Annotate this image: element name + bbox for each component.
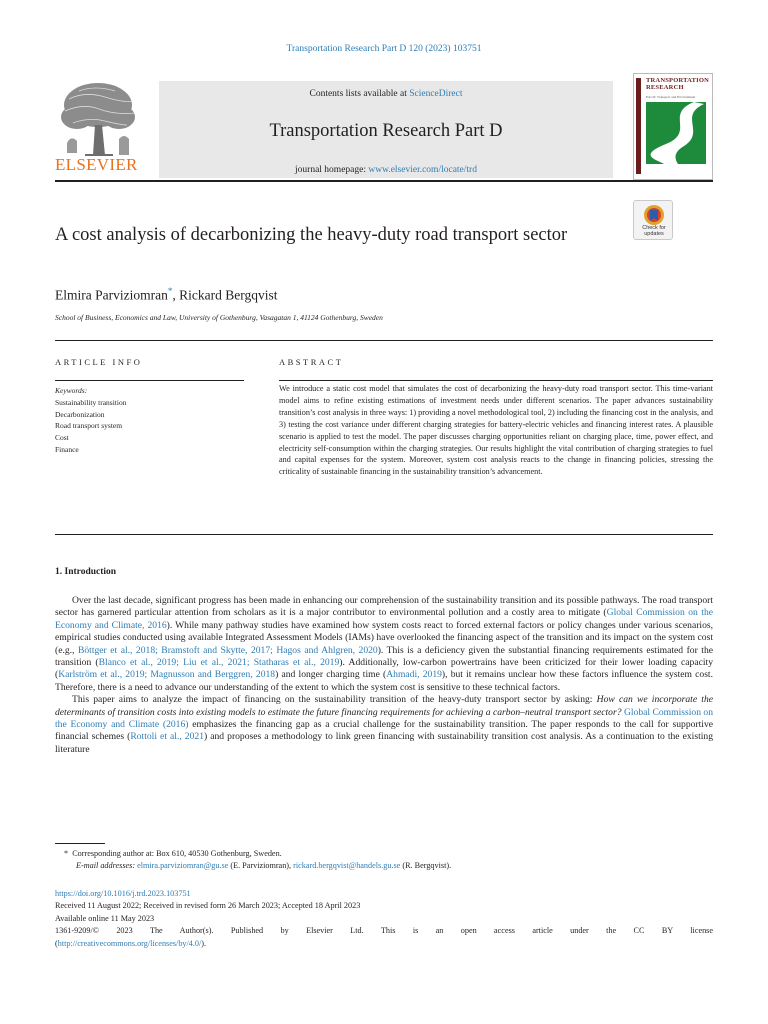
corresponding-footnote: [64, 848, 714, 860]
check-for-updates-button[interactable]: [633, 200, 673, 240]
article-title: A cost analysis of decarbonizing the heavy-duty road transport sector: [55, 225, 568, 245]
article-metadata: [55, 888, 713, 950]
available-online: Available online 11 May 2023: [55, 913, 155, 923]
homepage-link[interactable]: www.elsevier.com/locate/trd: [368, 165, 477, 175]
research-question: How can we incorporate the determinants of transition costs into existing models to estimate the future financing requirements for achieving a carbon–neutral transport sector?: [55, 694, 714, 718]
journal-banner: [159, 81, 613, 178]
license-suffix: ).: [201, 938, 207, 948]
citation-link[interactable]: Global Commission on the Economy and Climate (2016): [55, 706, 714, 731]
section-heading-introduction: 1. Introduction: [55, 567, 117, 577]
body-text: emphasizes the financing gap as a crucial challenge for the sustainability transition. The paper responds to the call for supportive financial schemes (: [55, 719, 713, 743]
journal-reference[interactable]: Transportation Research Part D 120 (2023) 103751: [286, 44, 482, 54]
body-text: ) and longer charging time (: [275, 669, 387, 681]
publisher-wordmark[interactable]: ELSEVIER: [55, 155, 138, 174]
footnotes: [64, 848, 714, 872]
abstract-heading: ABSTRACT: [279, 357, 344, 367]
email-link[interactable]: elmira.parviziomran@gu.se: [137, 861, 229, 870]
body-text: ). Additionally, low-carbon powertrains have been criticized for their lower loading capacity (: [55, 657, 713, 681]
citation-link[interactable]: Global Commission on the Economy and Climate, 2016: [55, 607, 713, 631]
paragraph: [55, 595, 713, 694]
divider: [55, 380, 244, 381]
body-text: ) and proposes a methodology to link green financing with sustainability transition cost analysis. As a continuation to the existing literature: [55, 731, 713, 755]
keyword: Sustainability transition: [55, 397, 127, 407]
author-name[interactable]: Elmira Parviziomran: [55, 287, 168, 303]
citation-link[interactable]: Ahmadi, 2019: [386, 669, 442, 681]
paragraph: [55, 694, 713, 756]
abstract-text: We introduce a static cost model that simulates the cost of decarbonizing the heavy-duty road transport sector. This time-variant model aims to refine existing estimations of investment needs under different scenarios. The paper advances sustainability transition’s cost analysis in three ways: 1) providing a novel methodological tool, 2) including the financing cost in the analysis, and 3) testing the cost variance under different charging strategies for battery-electric vehicles and financing interest rates. A plausible scenario is applied to test the model. The paper discusses charging opportunities reliant on charging place, time, power effect, and electricity self-consumption within the charging strategies. Our results highlight the vital contribution of charging strategies to fuel and capital expenses for the system. Moreover, system cost analysis reacts to the change in financing policies, stressing the criticality of sustainable financing in the sustainability transition’s advancement.: [279, 384, 713, 477]
keyword: Finance: [55, 444, 79, 454]
cover-title: TRANSPORTATION RESEARCH: [646, 77, 710, 91]
check-updates-line1: Check for: [642, 225, 666, 231]
homepage-prefix: journal homepage:: [295, 165, 369, 175]
license-link-line: (http://creativecommons.org/licenses/by/4.0/).: [55, 938, 207, 948]
email-link[interactable]: rickard.bergqvist@handels.gu.se: [293, 861, 401, 870]
masthead: [55, 73, 713, 182]
check-updates-label: [634, 225, 674, 237]
divider: [55, 534, 713, 535]
keyword: Road transport system: [55, 421, 123, 431]
received-dates: Received 11 August 2022; Received in revised form 26 March 2023; Accepted 18 April 2023: [55, 901, 361, 911]
citation-link[interactable]: Rottoli et al., 2021: [130, 731, 204, 743]
introduction-body: [55, 595, 713, 756]
citation-link[interactable]: Böttger et al., 2018; Bramstoft and Skytte, 2017; Hagos and Ahlgren, 2020: [77, 644, 378, 656]
journal-cover[interactable]: [633, 73, 713, 180]
body-text: Over the last decade, significant progress has been made in enhancing our comprehension of the sustainability transition and its possible pathways. The road transport sector has garnered particular attention from scholars as it is a major contributor to environmental pollution and a costly area to mitigate (: [55, 595, 713, 619]
footnote-divider: [55, 843, 105, 844]
check-updates-line2: updates: [644, 231, 664, 237]
body-text: ). This is a deficiency given the substantial financing requirements estimated for the transition (: [55, 644, 714, 669]
body-text: ). While many pathway studies have examined how system costs react to forced external factors or policy changes under various scenarios, empirical studies conducted using available Integrated Assessment Models (IAMs) have overlooked the financing aspect of the transition and its impact on the system cost (e.g.,: [55, 619, 713, 656]
author-separator: ,: [172, 287, 180, 303]
divider: [279, 380, 713, 381]
affiliation: School of Business, Economics and Law, University of Gothenburg, Vasagatan 1, 41124 Gothenburg, Sweden: [55, 313, 383, 322]
contents-prefix: Contents lists available at: [309, 89, 410, 99]
email-owner: (E. Parviziomran),: [228, 861, 294, 870]
license-statement: [55, 925, 713, 937]
keywords-block: [55, 385, 126, 456]
author-name[interactable]: Rickard Bergqvist: [179, 287, 278, 303]
corresponding-author-mark[interactable]: *: [167, 286, 173, 296]
homepage-line: [159, 165, 613, 175]
divider: [55, 340, 713, 341]
journal-name: Transportation Research Part D: [269, 121, 503, 141]
footnote-text: Corresponding author at: Box 610, 40530 Gothenburg, Sweden.: [72, 849, 282, 858]
doi-link[interactable]: https://doi.org/10.1016/j.trd.2023.103751: [55, 889, 191, 898]
sciencedirect-link[interactable]: ScienceDirect: [409, 89, 463, 99]
license-link[interactable]: http://creativecommons.org/licenses/by/4.0/: [57, 938, 202, 948]
email-label: E-mail addresses:: [76, 861, 138, 870]
cover-subtitle: Part D: Transport and Environment: [646, 95, 696, 99]
footnote-mark: *: [64, 849, 69, 858]
body-text: This paper aims to analyze the impact of financing on the sustainability transition of the heavy-duty transport sector by asking:: [72, 694, 597, 706]
article-info-heading: ARTICLE INFO: [55, 357, 143, 367]
body-text: ), but it remains unclear how these factors influence the system cost. Therefore, there is a need to advance our understanding of the extent to which the system cost is sensitive to these technical factors.: [55, 669, 713, 693]
email-footnote: [64, 860, 714, 872]
citation-link[interactable]: Karlström et al., 2019; Magnusson and Berggren, 2018: [58, 669, 276, 681]
keyword: Decarbonization: [55, 409, 105, 419]
license-text: 1361-9209/© 2023 The Author(s). Published by Elsevier Ltd. This is an open access article under the CC BY license: [55, 926, 713, 936]
citation-link[interactable]: Blanco et al., 2019; Liu et al., 2021; Statharas et al., 2019: [98, 657, 340, 669]
keyword: Cost: [55, 433, 69, 443]
keywords-label: Keywords:: [55, 386, 88, 395]
journal-cover-road-icon: [634, 74, 712, 179]
contents-line: [159, 89, 613, 99]
author-list: [55, 286, 277, 304]
email-owner: (R. Bergqvist).: [400, 861, 452, 870]
